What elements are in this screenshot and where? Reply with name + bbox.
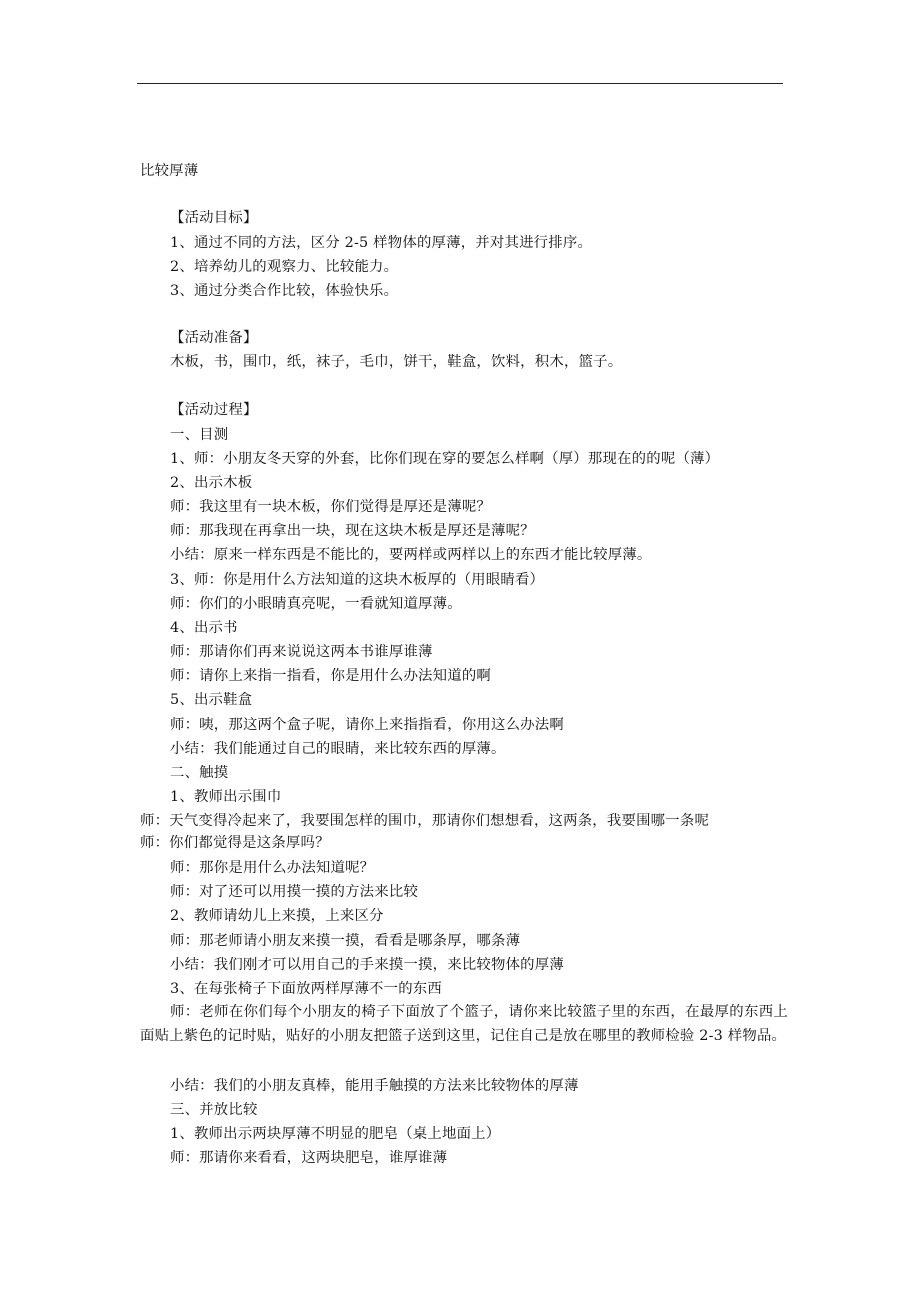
- process-heading: 【活动过程】: [170, 402, 258, 418]
- process-line: 1、师：小朋友冬天穿的外套，比你们现在穿的要怎么样啊（厚）那现在的的呢（薄）: [170, 451, 720, 467]
- process-line: 2、出示木板: [170, 475, 253, 491]
- process-line: 师：那你是用什么办法知道呢？: [170, 860, 375, 876]
- process-line: 3、在每张椅子下面放两样厚薄不一的东西: [170, 981, 442, 997]
- goals-heading: 【活动目标】: [170, 210, 258, 226]
- process-line: 师：那请你来看看，这两块肥皂，谁厚谁薄: [170, 1150, 448, 1166]
- process-line: 师：我这里有一块木板，你们觉得是厚还是薄呢？: [170, 499, 491, 515]
- process-line: 师：那请你们再来说说这两本书谁厚谁薄: [170, 644, 433, 660]
- process-paragraph: 师：老师在你们每个小朋友的椅子下面放了个篮子，请你来比较篮子里的东西，在最厚的东西上面贴上紫色的记时贴，贴好的小朋友把篮子送到这里，记住自己是放在哪里的教师检验 2-3 样物品。: [140, 1004, 788, 1045]
- process-line: 小结：原来一样东西是不能比的，要两样或两样以上的东西才能比较厚薄。: [170, 547, 652, 563]
- process-line: 1、教师出示围巾: [170, 789, 282, 805]
- document-title: 比较厚薄: [140, 163, 199, 179]
- process-line: 1、教师出示两块厚薄不明显的肥皂（桌上地面上）: [170, 1126, 501, 1142]
- section-heading: 三、并放比较: [170, 1102, 258, 1118]
- section-heading: 一、目测: [170, 427, 229, 443]
- process-line: 师：那我现在再拿出一块，现在这块木板是厚还是薄呢？: [170, 523, 535, 539]
- prep-list: 木板，书，围巾，纸，袜子，毛巾，饼干，鞋盒，饮料，积木，篮子。: [170, 354, 623, 370]
- goal-item: 2、培养幼儿的观察力、比较能力。: [170, 259, 399, 275]
- process-line: 小结：我们的小朋友真棒，能用手触摸的方法来比较物体的厚薄: [170, 1078, 579, 1094]
- process-line: 小结：我们能通过自己的眼睛，来比较东西的厚薄。: [170, 741, 506, 757]
- process-line: 小结：我们刚才可以用自己的手来摸一摸，来比较物体的厚薄: [170, 957, 564, 973]
- process-line: 2、教师请幼儿上来摸，上来区分: [170, 908, 384, 924]
- section-heading: 二、触摸: [170, 765, 229, 781]
- process-line: 3、师：你是用什么方法知道的这块木板厚的（用眼睛看）: [170, 572, 545, 588]
- prep-heading: 【活动准备】: [170, 330, 258, 346]
- process-line: 4、出示书: [170, 620, 238, 636]
- goal-item: 3、通过分类合作比较，体验快乐。: [170, 283, 399, 299]
- process-line: 师：咦，那这两个盒子呢，请你上来指指看，你用这么办法啊: [170, 717, 564, 733]
- process-line: 师：那老师请小朋友来摸一摸，看看是哪条厚，哪条薄: [170, 933, 521, 949]
- process-line: 师：你们的小眼睛真亮呢，一看就知道厚薄。: [170, 596, 462, 612]
- process-line: 师：天气变得冷起来了，我要围怎样的围巾，那请你们想想看，这两条，我要围哪一条呢: [140, 813, 710, 829]
- process-line: 5、出示鞋盒: [170, 692, 253, 708]
- process-line: 师：请你上来指一指看，你是用什么办法知道的啊: [170, 668, 491, 684]
- process-line: 师：对了还可以用摸一摸的方法来比较: [170, 884, 419, 900]
- goal-item: 1、通过不同的方法，区分 2-5 样物体的厚薄，并对其进行排序。: [170, 235, 593, 251]
- process-line: 师：你们都觉得是这条厚吗？: [140, 835, 330, 851]
